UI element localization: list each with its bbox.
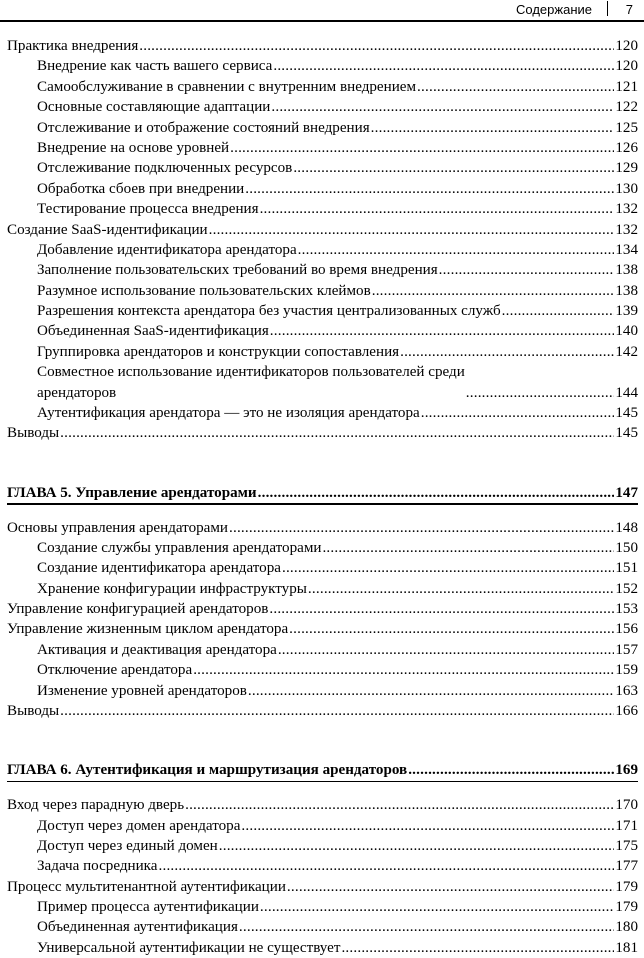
toc-entry-label: Практика внедрения [7,38,139,54]
toc-entry-label: Разрешения контекста арендатора без участия централизованных служб [37,303,501,320]
toc-entry-page: 171 [615,817,638,834]
toc-section-entry[interactable] [0,423,644,443]
toc-subsection-entry[interactable] [0,97,644,117]
toc-entry-page: 145 [615,425,638,442]
toc-entry-label: Хранение конфигурации инфраструктуры [37,580,307,597]
header-rule [0,20,644,22]
toc-entry-label: Тестирование процесса внедрения [37,201,259,218]
leader-dots [219,836,615,856]
toc-subsection-entry[interactable] [0,240,644,260]
toc-entry-label: Заполнение пользовательских требований во время внедрения [37,262,438,279]
leader-dots [308,579,614,599]
leader-dots [209,220,615,240]
toc-entry-page: 157 [615,641,638,658]
chapter-5-heading[interactable] [0,483,644,503]
toc-entry-label: Основы управления арендаторами [7,519,228,536]
toc-entry-page: 132 [615,221,638,238]
toc-entry-label: Создание SaaS-идентификации [7,221,208,238]
toc-entry-label: Задача посредника [37,858,158,875]
running-header-title: Содержание [516,2,592,17]
leader-dots [293,158,614,178]
toc-entry-label: Процесс мультитенантной аутентификации [7,878,286,895]
toc-entry-page: 153 [615,601,638,618]
leader-dots [230,138,614,158]
toc-entry-label: Внедрение на основе уровней [37,139,230,156]
toc-entry-page: 138 [615,262,638,279]
toc-section-entry[interactable] [0,701,644,721]
toc-entry-label: Доступ через домен арендатора [37,817,241,834]
toc-entry-label: Пример процесса аутентификации [37,899,259,916]
toc-entry-page: 163 [615,682,638,699]
toc-entry-page: 130 [615,180,638,197]
running-header [0,0,644,20]
toc-entry-page: 125 [615,119,638,136]
toc-entry-page: 179 [615,899,638,916]
leader-dots [258,483,615,503]
chapter-page: 147 [615,484,638,501]
leader-dots [322,538,614,558]
leader-dots [270,321,615,341]
leader-dots [229,518,614,538]
toc-entry-label: Вход через парадную дверь [7,797,185,814]
toc-entry-page: 156 [615,621,638,638]
leader-dots [289,619,614,639]
toc-subsection-entry[interactable] [0,260,644,280]
toc-subsection-entry[interactable] [0,579,644,599]
leader-dots [282,558,614,578]
toc-entry-page: 175 [615,837,638,854]
toc-subsection-entry[interactable] [0,179,644,199]
chapter-page: 169 [615,762,638,779]
chapter-5-entries [0,518,644,722]
toc-entry-page: 140 [615,323,638,340]
toc-entry-label: Отключение арендатора [37,662,193,679]
toc-subsection-entry[interactable] [0,77,644,97]
toc-subsection-entry[interactable] [0,538,644,558]
toc-entry-page: 166 [615,703,638,720]
toc-entry-page: 132 [615,201,638,218]
leader-dots [421,403,615,423]
toc-entry-label: Обработка сбоев при внедрении [37,180,245,197]
toc-entry-page: 177 [615,858,638,875]
leader-dots [248,681,614,701]
toc-entry-label: Внедрение как часть вашего сервиса [37,58,273,75]
chapter-6-entries [0,795,644,958]
toc-entry-label: Активация и деактивация арендатора [37,641,277,658]
leader-dots [260,897,614,917]
toc-section-continued [0,36,644,362]
toc-subsection-entry[interactable] [0,158,644,178]
toc-entry-label: Отслеживание подключенных ресурсов [37,160,293,177]
toc-section-entry[interactable] [0,619,644,639]
toc-subsection-entry[interactable] [0,836,644,856]
toc-entry-label: Доступ через единый домен [37,837,218,854]
leader-dots [408,760,614,780]
toc-entry-label: Создание службы управления арендаторами [37,539,322,556]
toc-entry-label: Группировка арендаторов и конструкции сопоставления [37,343,400,360]
leader-dots [185,795,614,815]
toc-entry-label: Выводы [7,703,60,720]
toc-entry-page: 150 [615,539,638,556]
toc-subsection-entry[interactable] [0,321,644,341]
toc-subsection-entry[interactable] [0,897,644,917]
toc-entry-two-line[interactable] [0,362,644,403]
toc-entry-page: 145 [615,405,638,422]
toc-entry-label: Самообслуживание в сравнении с внутренним внедрением [37,78,417,95]
toc-entry-label-line1: Совместное использование идентификаторов пользователей среди [37,364,465,381]
chapter-6-heading[interactable] [0,760,644,780]
toc-entry-label: Создание идентификатора арендатора [37,560,281,577]
toc-entry-page: 120 [615,38,638,54]
toc-entry-label: Аутентификация арендатора — это не изоляция арендатора [37,405,420,422]
leader-dots [466,383,615,403]
toc-subsection-entry[interactable] [0,681,644,701]
toc-entry-page: 181 [615,939,638,956]
leader-dots [278,640,615,660]
leader-dots [372,281,615,301]
toc-subsection-entry[interactable] [0,199,644,219]
leader-dots [60,423,614,443]
toc-subsection-entry[interactable] [0,281,644,301]
page-number: 7 [625,2,633,17]
leader-dots [287,877,614,897]
toc-subsection-entry[interactable] [0,342,644,362]
toc-section-entry[interactable] [0,599,644,619]
toc-subsection-entry[interactable] [0,917,644,937]
toc-subsection-entry[interactable] [0,118,644,138]
toc-entry-page: 180 [615,919,638,936]
leader-dots [502,301,615,321]
toc-subsection-entry[interactable] [0,301,644,321]
toc-entry-label: Управление конфигурацией арендаторов [7,601,269,618]
toc-entry-page: 142 [615,343,638,360]
toc-entry-page: 138 [615,282,638,299]
toc-entry-label: Объединенная аутентификация [37,919,238,936]
toc-entry-label: Управление жизненным циклом арендатора [7,621,289,638]
toc-entry-page: 151 [615,560,638,577]
toc-entry-label: Универсальной аутентификации не существует [37,939,341,956]
leader-dots [400,342,614,362]
toc-entry-label: Объединенная SaaS-идентификация [37,323,269,340]
toc-entry-label: Основные составляющие адаптации [37,99,271,116]
toc-entry-label: Добавление идентификатора арендатора [37,241,297,258]
toc-entry-label: Выводы [7,425,60,442]
toc-entry-page: 134 [615,241,638,258]
toc-section-entry[interactable] [0,795,644,815]
toc-section-entry[interactable] [0,518,644,538]
toc-entry-page: 120 [615,58,638,75]
toc-subsection-entry[interactable] [0,856,644,876]
toc-subsection-entry[interactable] [0,558,644,578]
leader-dots [245,179,614,199]
leader-dots [239,917,614,937]
leader-dots [269,599,614,619]
toc-entry-page: 122 [615,99,638,116]
chapter-title: ГЛАВА 6. Аутентификация и маршрутизация арендаторов [7,762,408,779]
toc-entry-page: 148 [615,519,638,536]
toc-entry-page: 159 [615,662,638,679]
leader-dots [273,56,614,76]
toc-subsection-entry[interactable] [0,403,644,423]
toc-subsection-entry[interactable] [0,56,644,76]
toc-entry-page: 121 [615,78,638,95]
chapter-title: ГЛАВА 5. Управление арендаторами [7,484,257,501]
toc-section-entry[interactable] [0,36,644,56]
leader-dots [271,97,614,117]
toc-subsection-entry[interactable] [0,660,644,680]
leader-dots [260,199,615,219]
toc-section-entry[interactable] [0,877,644,897]
toc-entry-page: 129 [615,160,638,177]
toc-entry-page: 139 [615,303,638,320]
leader-dots [60,701,614,721]
leader-dots [417,77,614,97]
toc-entry-label: Изменение уровней арендаторов [37,682,247,699]
toc-subsection-entry[interactable] [0,816,644,836]
toc-entry-page: 152 [615,580,638,597]
toc-entry-label: Разумное использование пользовательских клеймов [37,282,371,299]
leader-dots [159,856,615,876]
toc-entry-page: 144 [615,384,638,401]
toc-entry-page: 170 [615,797,638,814]
toc-entry-page: 126 [615,139,638,156]
running-header-separator [607,1,608,16]
leader-dots [439,260,615,280]
leader-dots [298,240,615,260]
toc-entry-label-line2: арендаторов [37,384,117,401]
leader-dots [241,816,614,836]
toc-subsection-entry[interactable] [0,640,644,660]
toc-entry-label: Отслеживание и отображение состояний внедрения [37,119,370,136]
leader-dots [193,660,614,680]
toc-entry-page: 179 [615,878,638,895]
table-of-contents [0,36,644,958]
leader-dots [371,118,615,138]
leader-dots [139,36,614,56]
toc-section-entry[interactable] [0,220,644,240]
toc-subsection-entry[interactable] [0,138,644,158]
toc-section-tail [0,403,644,444]
